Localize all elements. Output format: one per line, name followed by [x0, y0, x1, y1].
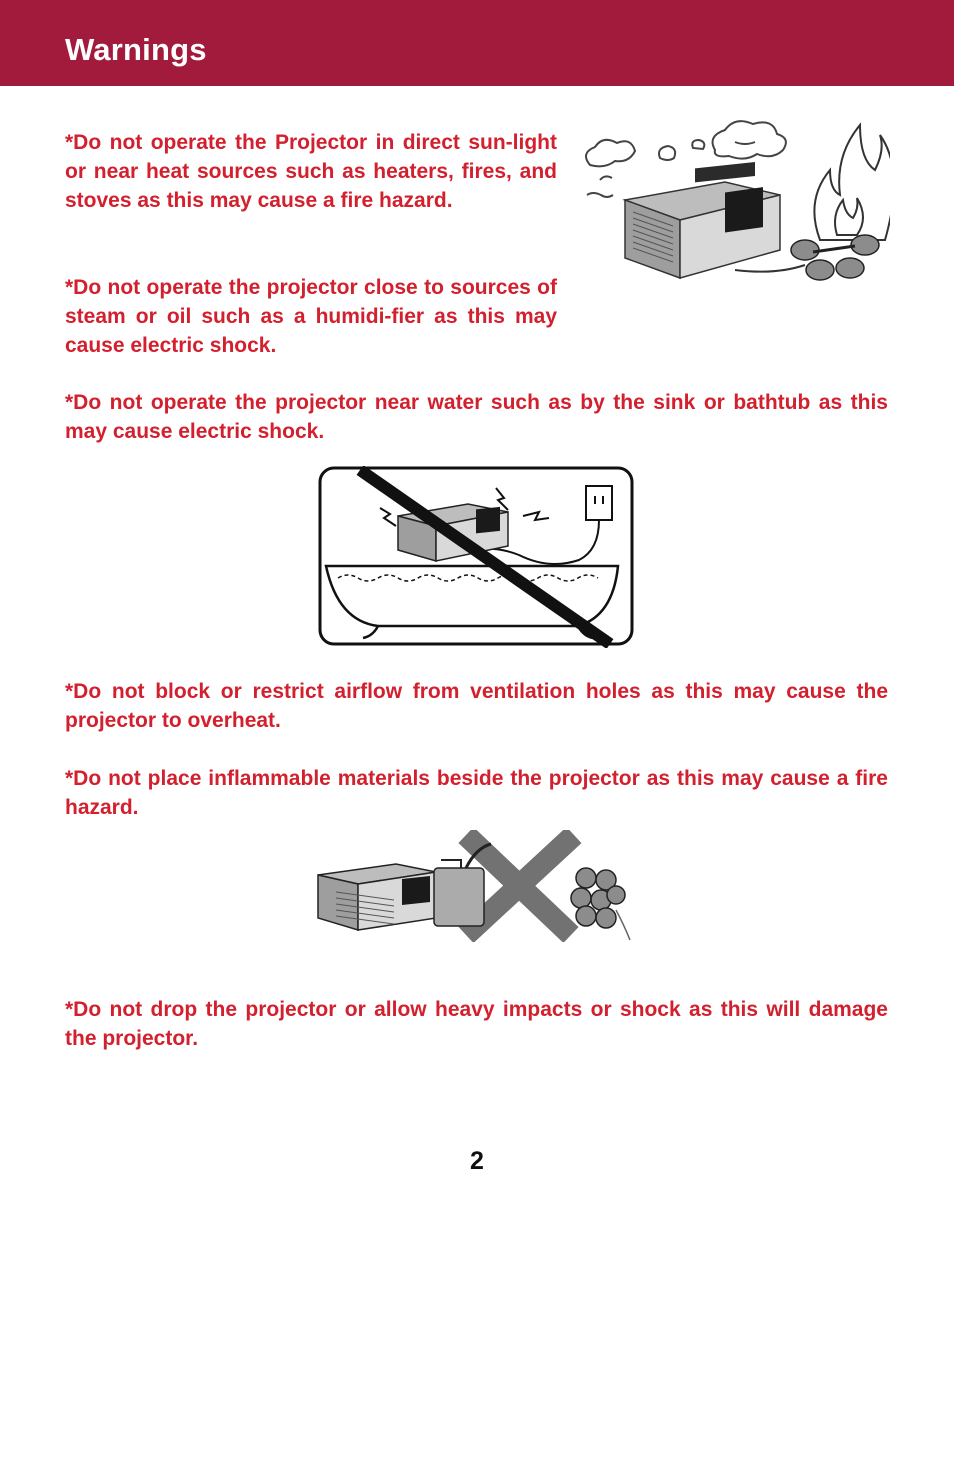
projector-near-fire-icon [565, 120, 890, 305]
page-number: 2 [470, 1147, 484, 1175]
page-title: Warnings [65, 32, 207, 67]
warning-airflow: *Do not block or restrict airflow from ventilation holes as this may cause the projector to overheat. [65, 680, 888, 732]
header-bar [0, 0, 954, 86]
warning-water: *Do not operate the projector near water such as by the sink or bathtub as this may cause electric shock. [65, 391, 888, 443]
projector-near-flammables-prohibited-icon [316, 830, 634, 942]
warning-impacts: *Do not drop the projector or allow heavy impacts or shock as this will damage the projector. [65, 998, 888, 1050]
warning-heat-sources: *Do not operate the Projector in direct sun-light or near heat sources such as heaters, fires, and stoves as this may cause a fire hazard. [65, 131, 557, 212]
projector-in-bathtub-prohibited-icon [318, 466, 636, 648]
warning-steam-oil: *Do not operate the projector close to sources of steam or oil such as a humidi-fier as this may cause electric shock. [65, 276, 557, 357]
warning-inflammable: *Do not place inflammable materials beside the projector as this may cause a fire hazard. [65, 767, 888, 819]
